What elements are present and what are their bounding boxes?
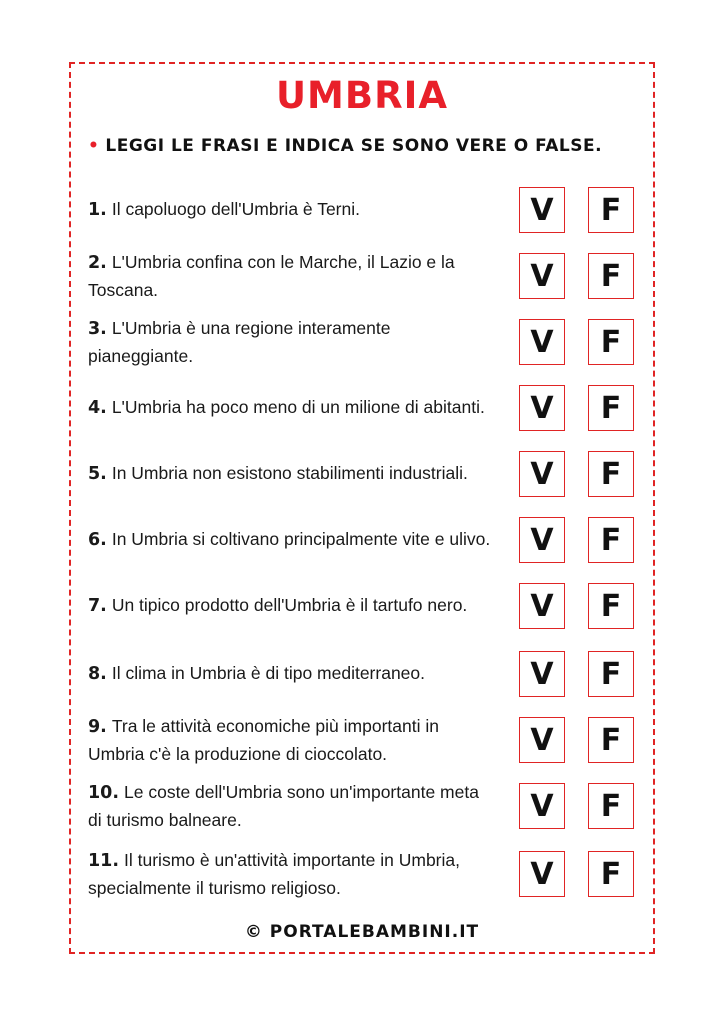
question-text: Il turismo è un'attività importante in Umbria, specialmente il turismo religioso. xyxy=(88,849,460,898)
question-number: 1. xyxy=(88,200,107,220)
question-content xyxy=(88,779,496,834)
question-item xyxy=(88,178,496,242)
question-item xyxy=(88,376,496,440)
false-answer-box[interactable]: F xyxy=(588,517,634,563)
false-answer-box[interactable]: F xyxy=(588,651,634,697)
instruction xyxy=(88,136,602,156)
question-number: 9. xyxy=(88,716,107,737)
question-content xyxy=(88,394,485,422)
question-item xyxy=(88,574,496,638)
question-content xyxy=(88,460,468,488)
false-answer-box[interactable]: F xyxy=(588,583,634,629)
false-answer-box[interactable]: F xyxy=(588,783,634,829)
question-number: 11. xyxy=(88,850,120,871)
question-text: Il capoluogo dell'Umbria è Terni. xyxy=(111,199,360,219)
question-content xyxy=(88,196,360,224)
question-number: 2. xyxy=(88,252,107,273)
question-content xyxy=(88,592,467,620)
question-content xyxy=(88,847,496,902)
question-content xyxy=(88,526,490,554)
question-content xyxy=(88,713,496,768)
false-answer-box[interactable]: F xyxy=(588,851,634,897)
true-answer-box[interactable]: V xyxy=(519,717,565,763)
true-answer-box[interactable]: V xyxy=(519,783,565,829)
true-answer-box[interactable]: V xyxy=(519,319,565,365)
question-number: 4. xyxy=(88,398,107,418)
question-content xyxy=(88,315,496,370)
page-title: UMBRIA xyxy=(276,74,448,117)
question-text: L'Umbria ha poco meno di un milione di abitanti. xyxy=(111,397,485,417)
question-text: Un tipico prodotto dell'Umbria è il tartufo nero. xyxy=(111,595,468,615)
question-item xyxy=(88,244,496,308)
true-answer-box[interactable]: V xyxy=(519,651,565,697)
question-number: 8. xyxy=(88,664,107,684)
true-answer-box[interactable]: V xyxy=(519,517,565,563)
question-text: Tra le attività economiche più importanti in Umbria c'è la produzione di cioccolato. xyxy=(88,715,439,764)
question-number: 3. xyxy=(88,318,107,339)
false-answer-box[interactable]: F xyxy=(588,451,634,497)
question-text: L'Umbria confina con le Marche, il Lazio e la Toscana. xyxy=(88,251,455,300)
question-item xyxy=(88,642,496,706)
question-text: Le coste dell'Umbria sono un'importante meta di turismo balneare. xyxy=(88,781,479,830)
question-content xyxy=(88,660,425,688)
true-answer-box[interactable]: V xyxy=(519,851,565,897)
question-content xyxy=(88,249,496,304)
true-answer-box[interactable]: V xyxy=(519,451,565,497)
false-answer-box[interactable]: F xyxy=(588,253,634,299)
question-item xyxy=(88,774,496,838)
footer-credit: © PORTALEBAMBINI.IT xyxy=(244,922,480,942)
question-text: Il clima in Umbria è di tipo mediterraneo. xyxy=(111,663,426,683)
question-text: In Umbria si coltivano principalmente vite e ulivo. xyxy=(111,529,491,549)
true-answer-box[interactable]: V xyxy=(519,385,565,431)
true-answer-box[interactable]: V xyxy=(519,583,565,629)
false-answer-box[interactable]: F xyxy=(588,717,634,763)
true-answer-box[interactable]: V xyxy=(519,253,565,299)
instruction-text: LEGGI LE FRASI E INDICA SE SONO VERE O FALSE. xyxy=(105,136,603,156)
true-answer-box[interactable]: V xyxy=(519,187,565,233)
question-number: 5. xyxy=(88,464,107,484)
question-item xyxy=(88,508,496,572)
question-item xyxy=(88,310,496,374)
question-text: In Umbria non esistono stabilimenti industriali. xyxy=(111,463,468,483)
question-item xyxy=(88,842,496,906)
question-item xyxy=(88,708,496,772)
question-number: 7. xyxy=(88,596,107,616)
false-answer-box[interactable]: F xyxy=(588,385,634,431)
false-answer-box[interactable]: F xyxy=(588,187,634,233)
false-answer-box[interactable]: F xyxy=(588,319,634,365)
instruction-bullet-icon: • xyxy=(88,136,100,156)
question-text: L'Umbria è una regione interamente pianeggiante. xyxy=(88,317,391,366)
question-item xyxy=(88,442,496,506)
question-number: 10. xyxy=(88,782,120,803)
question-number: 6. xyxy=(88,530,107,550)
